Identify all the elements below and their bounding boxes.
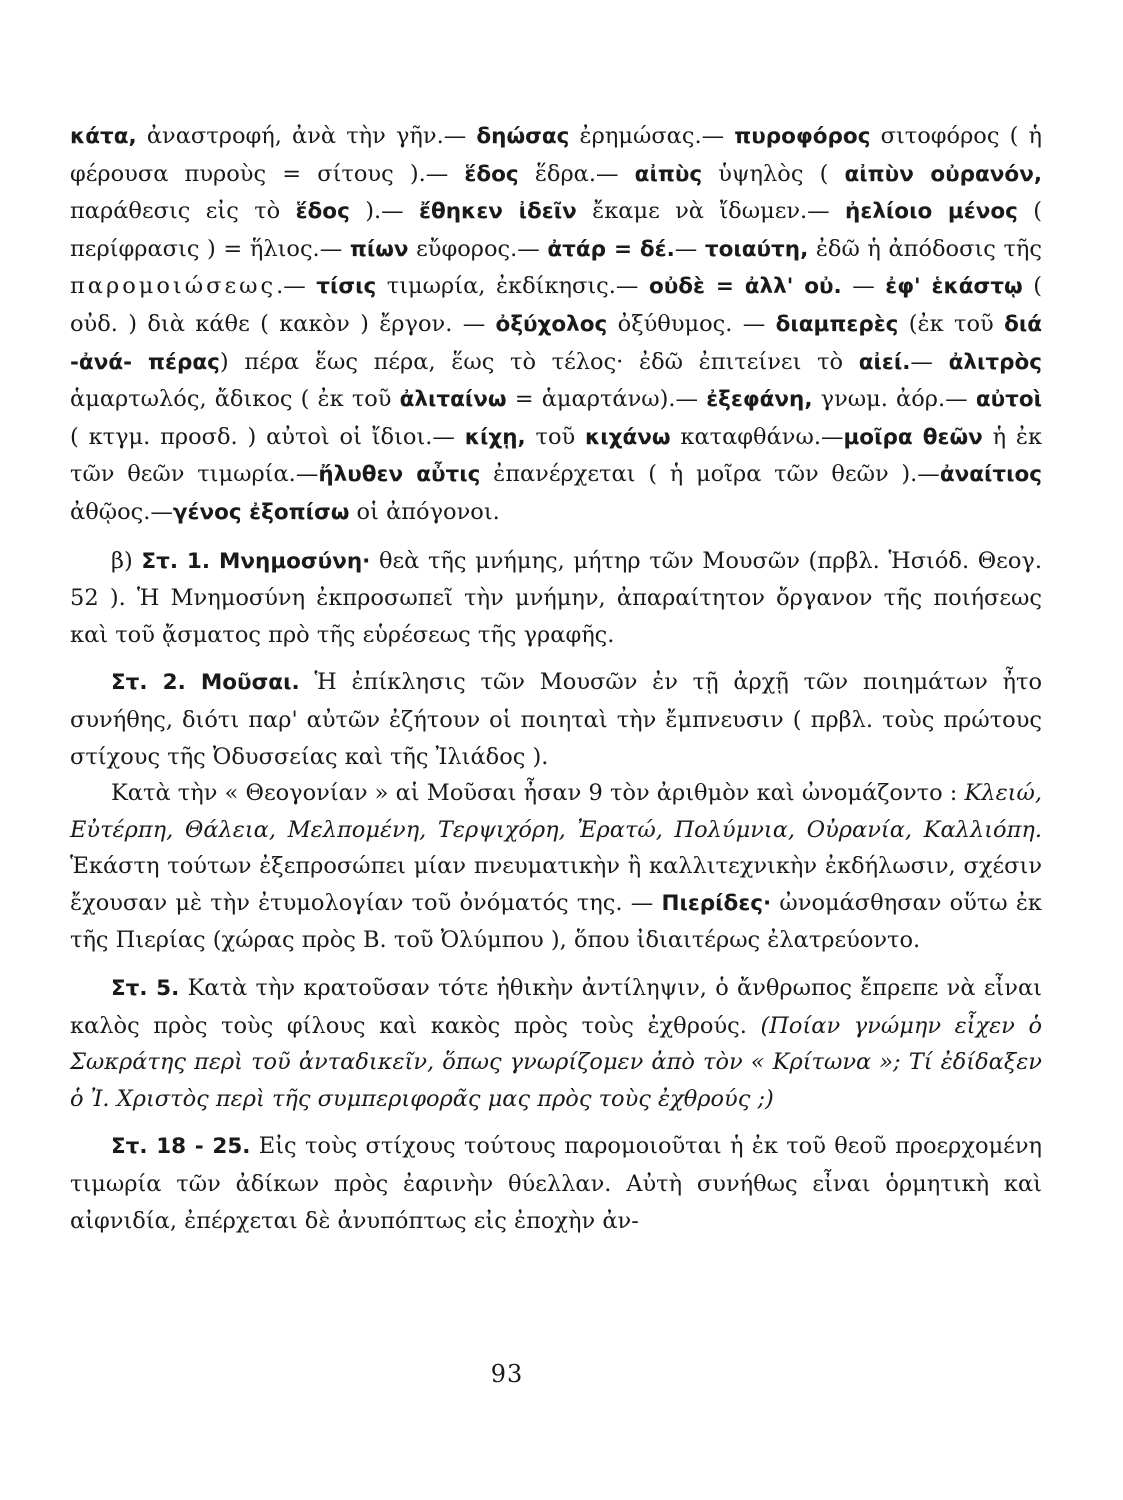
lemma: γένος ἐξοπίσω bbox=[172, 499, 350, 525]
gloss: ( περίφρασις ) = ἥλιος.— bbox=[70, 198, 1043, 262]
lemma: ἕδος bbox=[464, 161, 519, 187]
note-paragraph-line-1 bbox=[70, 543, 1042, 654]
muse-names: Κλειώ, Εὐτέρπη, Θάλεια, Μελπομένη, Τερψιχόρη, Ἐρατώ, Πολύμνια, Οὐρανία, Καλλιόπη. bbox=[70, 780, 1042, 843]
lemma: ἠελίοιο μένος bbox=[845, 199, 1018, 225]
page-number: 93 bbox=[490, 1360, 524, 1388]
gloss: — bbox=[674, 235, 705, 262]
gloss: (ἐκ τοῦ bbox=[898, 310, 1005, 337]
gloss: ὑψηλὸς ( bbox=[702, 160, 845, 187]
lemma: διά -ἀνά- πέρας bbox=[70, 311, 1042, 375]
lemma: ὀξύχολος bbox=[495, 311, 608, 337]
note-body: Κατὰ τὴν « Θεογονίαν » αἱ Μοῦσαι ἦσαν 9 τὸν ἀριθμὸν καὶ ὠνομάζοντο : bbox=[111, 780, 965, 807]
study-question: (Ποίαν γνώμην εἶχεν ὁ Σωκράτης περὶ τοῦ ἀνταδικεῖν, ὅπως γνωρίζομεν ἀπὸ τὸν « Κρίτωνα »; Τί ἐδίδαξεν ὁ Ἰ. Χριστὸς περὶ τῆς συμπεριφορᾶς μας πρὸς τοὺς ἐχθρούς ;) bbox=[70, 1012, 1042, 1112]
gloss: .— bbox=[276, 273, 317, 300]
note-body: ὠνομάσθησαν οὕτω ἐκ τῆς Πιερίας (χώρας πρὸς Β. τοῦ Ὀλύμπου ), ὅπου ἰδιαιτέρως ἐλατρεύοντο. bbox=[70, 889, 1042, 954]
gloss: τιμωρία, ἐκδίκησις.— bbox=[376, 273, 649, 300]
lemma: δηώσας bbox=[476, 124, 570, 149]
lemma: πίων bbox=[349, 236, 409, 262]
gloss: σιτοφόρος ( ἡ φέρουσα πυροὺς = σίτους ).— bbox=[70, 123, 1042, 187]
lemma: ἤλυθεν αὖτις bbox=[318, 462, 481, 488]
lemma: αἰπὺς bbox=[634, 161, 703, 187]
gloss: ἀναστροφή, ἀνὰ τὴν γῆν.— bbox=[136, 123, 477, 149]
gloss: οἱ ἀπόγονοι. bbox=[349, 498, 500, 525]
gloss: — bbox=[910, 348, 949, 375]
gloss: = ἁμαρτάνω).— bbox=[506, 386, 707, 413]
gloss: ἀθῷος.— bbox=[70, 498, 173, 525]
glossary-paragraph bbox=[70, 118, 1042, 532]
lemma: ἕδος bbox=[295, 199, 350, 225]
lemma: ἐξεφάνη, bbox=[706, 387, 813, 413]
gloss: ( οὐδ. ) διὰ κάθε ( κακὸν ) ἔργον. — bbox=[70, 273, 1042, 337]
note-heading: Στ. 1. Μνημοσύνη· bbox=[141, 548, 371, 574]
lemma: ἀτάρ = δέ. bbox=[547, 236, 675, 262]
lemma: διαμπερὲς bbox=[775, 311, 899, 337]
gloss: γνωμ. ἀόρ.— bbox=[812, 386, 976, 413]
lemma: αὐτοὶ bbox=[975, 387, 1042, 413]
gloss: ) πέρα ἕως πέρα, ἕως τὸ τέλος· ἐδῶ ἐπιτείνει τὸ bbox=[219, 348, 859, 375]
note-paragraph-line-5 bbox=[70, 970, 1042, 1117]
note-body: Κατὰ τὴν κρατοῦσαν τότε ἠθικὴν ἀντίληψιν, ὁ ἄνθρωπος ἔπρεπε νὰ εἶναι καλὸς πρὸς τοὺς φίλους καὶ κακὸς πρὸς τοὺς ἐχθρούς. bbox=[70, 975, 1042, 1039]
gloss: ἕδρα.— bbox=[518, 160, 635, 187]
lemma: ἀλιταίνω bbox=[399, 387, 507, 413]
lemma: ἀλιτρὸς bbox=[948, 349, 1042, 375]
lemma: τοιαύτη, bbox=[704, 236, 809, 262]
gloss: ὀξύθυμος. — bbox=[607, 310, 776, 337]
lemma: ἐφ' ἑκάστῳ bbox=[885, 274, 1023, 300]
gloss: — bbox=[841, 273, 886, 300]
note-body: Ἑκάστη τούτων ἐξεπροσώπει μίαν πνευματικὴν ἢ καλλιτεχνικὴν ἐκδήλωσιν, σχέσιν ἔχουσαν μὲ τὴν ἐτυμολογίαν τοῦ ὀνόματός της. — bbox=[70, 853, 1042, 916]
gloss: τοῦ bbox=[525, 423, 585, 450]
lemma: τίσις bbox=[316, 274, 377, 300]
note-paragraph-line-2 bbox=[70, 664, 1042, 775]
section-marker: β) bbox=[111, 547, 142, 574]
gloss: ἐπανέρχεται ( ἡ μοῖρα τῶν θεῶν ).— bbox=[480, 461, 940, 488]
lemma: αἰεί. bbox=[858, 349, 911, 375]
lemma: οὐδὲ = ἀλλ' οὐ. bbox=[648, 274, 842, 300]
note-heading: Στ. 2. Μοῦσαι. bbox=[111, 670, 300, 696]
gloss: ἔκαμε νὰ ἴδωμεν.— bbox=[576, 198, 846, 225]
muses-paragraph bbox=[70, 775, 1042, 959]
lemma: κιχάνω bbox=[584, 424, 671, 450]
note-heading: Στ. 18 - 25. bbox=[111, 1134, 251, 1160]
note-heading: Πιερίδες· bbox=[661, 890, 772, 916]
lemma: ἔθηκεν ἰδεῖν bbox=[419, 199, 577, 225]
lemma: ἀναίτιος bbox=[939, 462, 1042, 488]
gloss: ).— bbox=[349, 198, 419, 225]
gloss: ἡ ἐκ τῶν θεῶν τιμωρία.— bbox=[70, 423, 1043, 488]
lemma: πυροφόρος bbox=[734, 124, 871, 149]
gloss: ἐρημώσας.— bbox=[569, 123, 735, 149]
note-body: Ἡ ἐπίκλησις τῶν Μουσῶν ἐν τῇ ἀρχῇ τῶν ποιημάτων ἦτο συνήθης, διότι παρ' αὐτῶν ἐζήτουν οἱ ποιηταὶ τὴν ἔμπνευσιν ( πρβλ. τοὺς πρώτους στίχους τῆς Ὀδυσσείας καὶ τῆς Ἰλιάδος ). bbox=[70, 669, 1043, 770]
commentary-text bbox=[70, 118, 1042, 1239]
lemma: κάτα, bbox=[70, 124, 137, 149]
note-heading: Στ. 5. bbox=[111, 976, 180, 1002]
gloss: ἁμαρτωλός, ἄδικος ( ἐκ τοῦ bbox=[70, 386, 400, 413]
note-body: θεὰ τῆς μνήμης, μήτηρ τῶν Μουσῶν (πρβλ. Ἡσιόδ. Θεογ. 52 ). Ἡ Μνημοσύνη ἐκπροσωπεῖ τὴν μνήμην, ἀπαραίτητον ὄργανον τῆς ποιήσεως καὶ τοῦ ᾄσματος πρὸ τῆς εὑρέσεως τῆς γραφῆς. bbox=[70, 547, 1042, 648]
note-body: Εἰς τοὺς στίχους τούτους παρομοιοῦται ἡ ἐκ τοῦ θεοῦ προερχομένη τιμωρία τῶν ἀδίκων πρὸς ἐαρινὴν θύελλαν. Αὐτὴ συνήθως εἶναι ὁρμητικὴ καὶ αἰφνιδία, ἐπέρχεται δὲ ἀνυπόπτως εἰς ἐποχὴν ἀν- bbox=[70, 1133, 1043, 1234]
gloss: εὔφορος.— bbox=[408, 235, 548, 262]
lemma: κίχῃ, bbox=[464, 424, 526, 450]
gloss: καταφθάνω.— bbox=[670, 423, 844, 450]
gloss: ἐδῶ ἡ ἀπόδοσις τῆς bbox=[808, 235, 1042, 262]
lemma: μοῖρα θεῶν bbox=[843, 424, 983, 450]
lemma: αἰπὺν οὐρανόν, bbox=[844, 161, 1043, 187]
spaced-word: παρομοιώσεως bbox=[70, 273, 277, 300]
gloss: ( κτγμ. προσδ. ) αὐτοὶ οἱ ἴδιοι.— bbox=[70, 423, 465, 450]
note-paragraph-line-18 bbox=[70, 1128, 1042, 1239]
gloss: παράθεσις εἰς τὸ bbox=[70, 198, 296, 225]
